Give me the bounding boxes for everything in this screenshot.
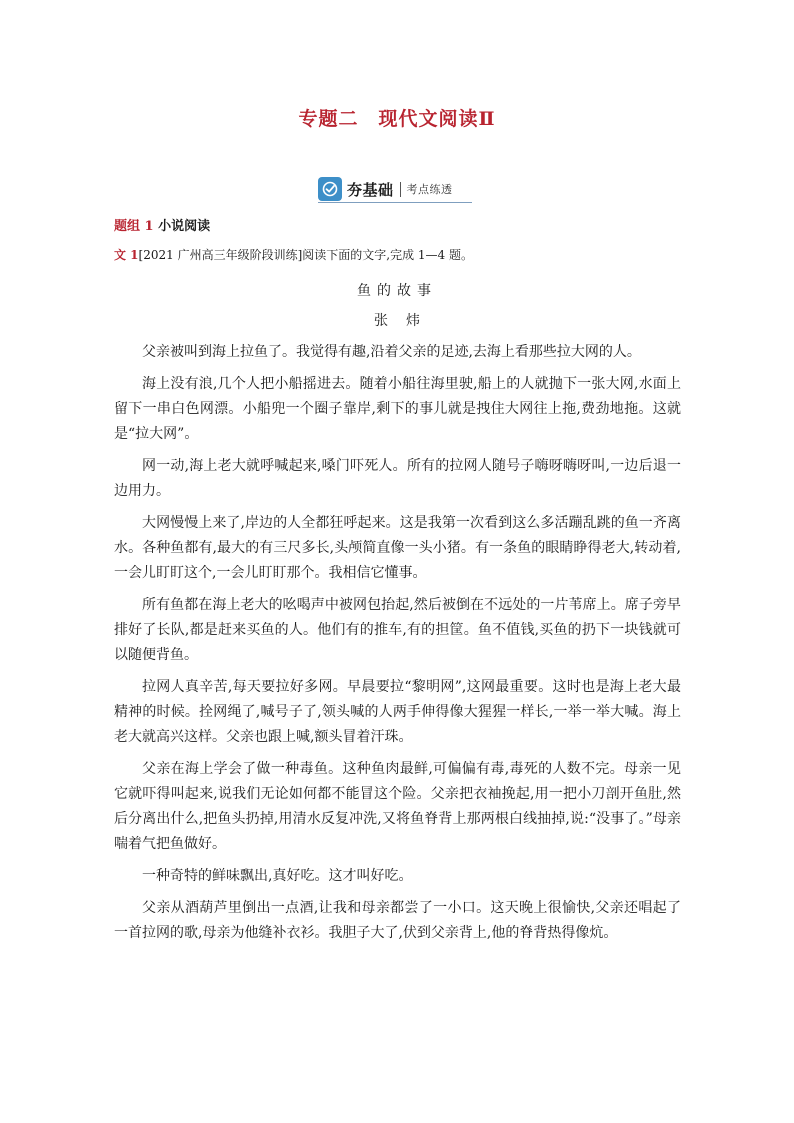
paragraph: 父亲从酒葫芦里倒出一点酒,让我和母亲都尝了一小口。这天晚上很愉快,父亲还唱起了一首拉网的歌,母亲为他缝补衣衫。我胆子大了,伏到父亲背上,他的脊背热得像炕。 xyxy=(114,900,681,941)
text-label: 文 1 xyxy=(114,248,139,262)
paragraph: 大网慢慢上来了,岸边的人全都狂呼起来。这是我第一次看到这么多活蹦乱跳的鱼一齐离水。各种鱼都有,最大的有三尺多长,头颅简直像一头小猪。有一条鱼的眼睛睁得老大,转动着,一会儿盯盯这个,一会儿盯盯那个。我相信它懂事。 xyxy=(114,515,681,581)
group-number: 题组 1 xyxy=(114,219,154,234)
section-banner xyxy=(318,176,472,202)
target-check-icon xyxy=(318,177,342,201)
banner-divider xyxy=(400,182,401,197)
paragraph: 一种奇特的鲜味飘出,真好吃。这才叫好吃。 xyxy=(142,868,413,884)
story-title: 鱼的故事 xyxy=(357,283,437,299)
story-body xyxy=(114,340,681,953)
banner-underline xyxy=(318,202,472,203)
paragraph: 父亲在海上学会了做一种毒鱼。这种鱼肉最鲜,可偏偏有毒,毒死的人数不完。母亲一见它就吓得叫起来,说我们无论如何都不能冒这个险。父亲把衣袖挽起,用一把小刀剖开鱼肚,然后分离出什么,把鱼头扔掉,用清水反复冲洗,又将鱼脊背上那两根白线抽掉,说:“没事了。”母亲喘着气把鱼做好。 xyxy=(114,761,681,852)
story-author: 张炜 xyxy=(374,313,438,329)
paragraph: 拉网人真辛苦,每天要拉好多网。早晨要拉“黎明网”,这网最重要。这时也是海上老大最精神的时候。拴网绳了,喊号子了,领头喊的人两手伸得像大猩猩一样长,一举一举大喊。海上老大就高兴这样。父亲也跟上喊,额头冒着汗珠。 xyxy=(114,679,681,745)
banner-main-label: 夯基础 xyxy=(347,180,394,199)
banner-sub-label: 考点练透 xyxy=(406,183,453,196)
paragraph: 父亲被叫到海上拉鱼了。我觉得有趣,沿着父亲的足迹,去海上看那些拉大网的人。 xyxy=(142,344,641,360)
paragraph: 海上没有浪,几个人把小船摇进去。随着小船往海里驶,船上的人就抛下一张大网,水面上留下一串白色网漂。小船兜一个圈子靠岸,剩下的事儿就是拽住大网往上拖,费劲地拖。这就是“拉大网”。 xyxy=(114,376,681,442)
paragraph: 所有鱼都在海上老大的吆喝声中被网包抬起,然后被倒在不远处的一片苇席上。席子旁早排好了长队,都是赶来买鱼的人。他们有的推车,有的担筐。鱼不值钱,买鱼的扔下一块钱就可以随便背鱼。 xyxy=(114,597,681,663)
source-instruction: [2021 广州高三年级阶段训练]阅读下面的文字,完成 1—4 题。 xyxy=(138,248,473,262)
source-line xyxy=(114,246,684,263)
group-title: 小说阅读 xyxy=(158,219,211,234)
page-title: 专题二 现代文阅读Ⅱ xyxy=(298,108,496,130)
group-heading xyxy=(114,215,210,234)
paragraph: 网一动,海上老大就呼喊起来,嗓门吓死人。所有的拉网人随号子嗨呀嗨呀叫,一边后退一边用力。 xyxy=(114,458,681,499)
